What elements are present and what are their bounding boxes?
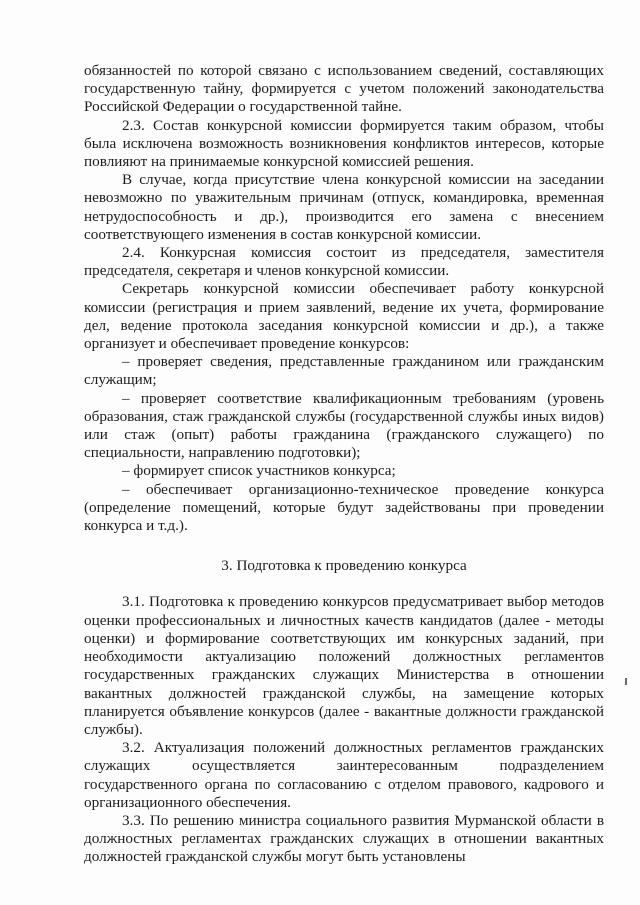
paragraph-3-2: 3.2. Актуализация положений должностных регламентов гражданских служащих осуществляется заинтересованным подразделением государственного органа по согласованию с отделом правового, кадрового и организационного обеспечения. [84, 739, 604, 811]
paragraph-2-3: 2.3. Состав конкурсной комиссии формируется таким образом, чтобы была исключена возможность возникновения конфликтов интересов, которые повлияют на принимаемые конкурсной комиссией решения. [84, 116, 604, 171]
paragraph-secretary: Секретарь конкурсной комиссии обеспечивает работу конкурсной комиссии (регистрация и прием заявлений, ведение их учета, формирование дел, ведение протокола заседания конкурсной комиссии и др.), а также организует и обеспечивает проведение конкурсов: [84, 280, 604, 353]
list-item: – обеспечивает организационно-техническое проведение конкурса (определение помещений, которые будут задействованы при проведении конкурса и т.д.). [84, 480, 604, 535]
scan-margin-mark [625, 678, 627, 685]
section-heading: 3. Подготовка к проведению конкурса [221, 557, 467, 575]
paragraph-replacement: В случае, когда присутствие члена конкурсной комиссии на заседании невозможно по уважительным причинам (отпуск, командировка, временная нетрудоспособность и др.), производится его замена с внесением соответствующего изменения в состав конкурсной комиссии. [84, 171, 604, 243]
list-item: – формирует список участников конкурса; [122, 462, 396, 480]
paragraph-2-4: 2.4. Конкурсная комиссия состоит из председателя, заместителя председателя, секретаря и членов конкурсной комиссии. [84, 244, 604, 280]
list-item: – проверяет соответствие квалификационным требованиям (уровень образования, стаж гражданской службы (государственной службы иных видов) или стаж (опыт) работы гражданина (гражданского служащего) по специальности, направлению подготовки); [84, 389, 604, 462]
paragraph-3-3: 3.3. По решению министра социального развития Мурманской области в должностных регламентах гражданских служащих в отношении вакантных должностей гражданской службы могут быть установлены [84, 811, 604, 866]
document-body [84, 62, 604, 867]
paragraph-3-1: 3.1. Подготовка к проведению конкурсов предусматривает выбор методов оценки профессиональных и личностных качеств кандидатов (далее - методы оценки) и формирование соответствующих им конкурсных заданий, при необходимости актуализацию положений должностных регламентов государственных гражданских служащих Министерства в отношении вакантных должностей гражданской службы, на замещение которых планируется объявление конкурсов (далее - вакантные должности гражданской службы). [84, 593, 604, 738]
list-item: – проверяет сведения, представленные гражданином или гражданским служащим; [84, 353, 604, 389]
paragraph-continuation: обязанностей по которой связано с использованием сведений, составляющих государственную тайну, формируется с учетом положений законодательства Российской Федерации о государственной тайне. [84, 62, 604, 116]
